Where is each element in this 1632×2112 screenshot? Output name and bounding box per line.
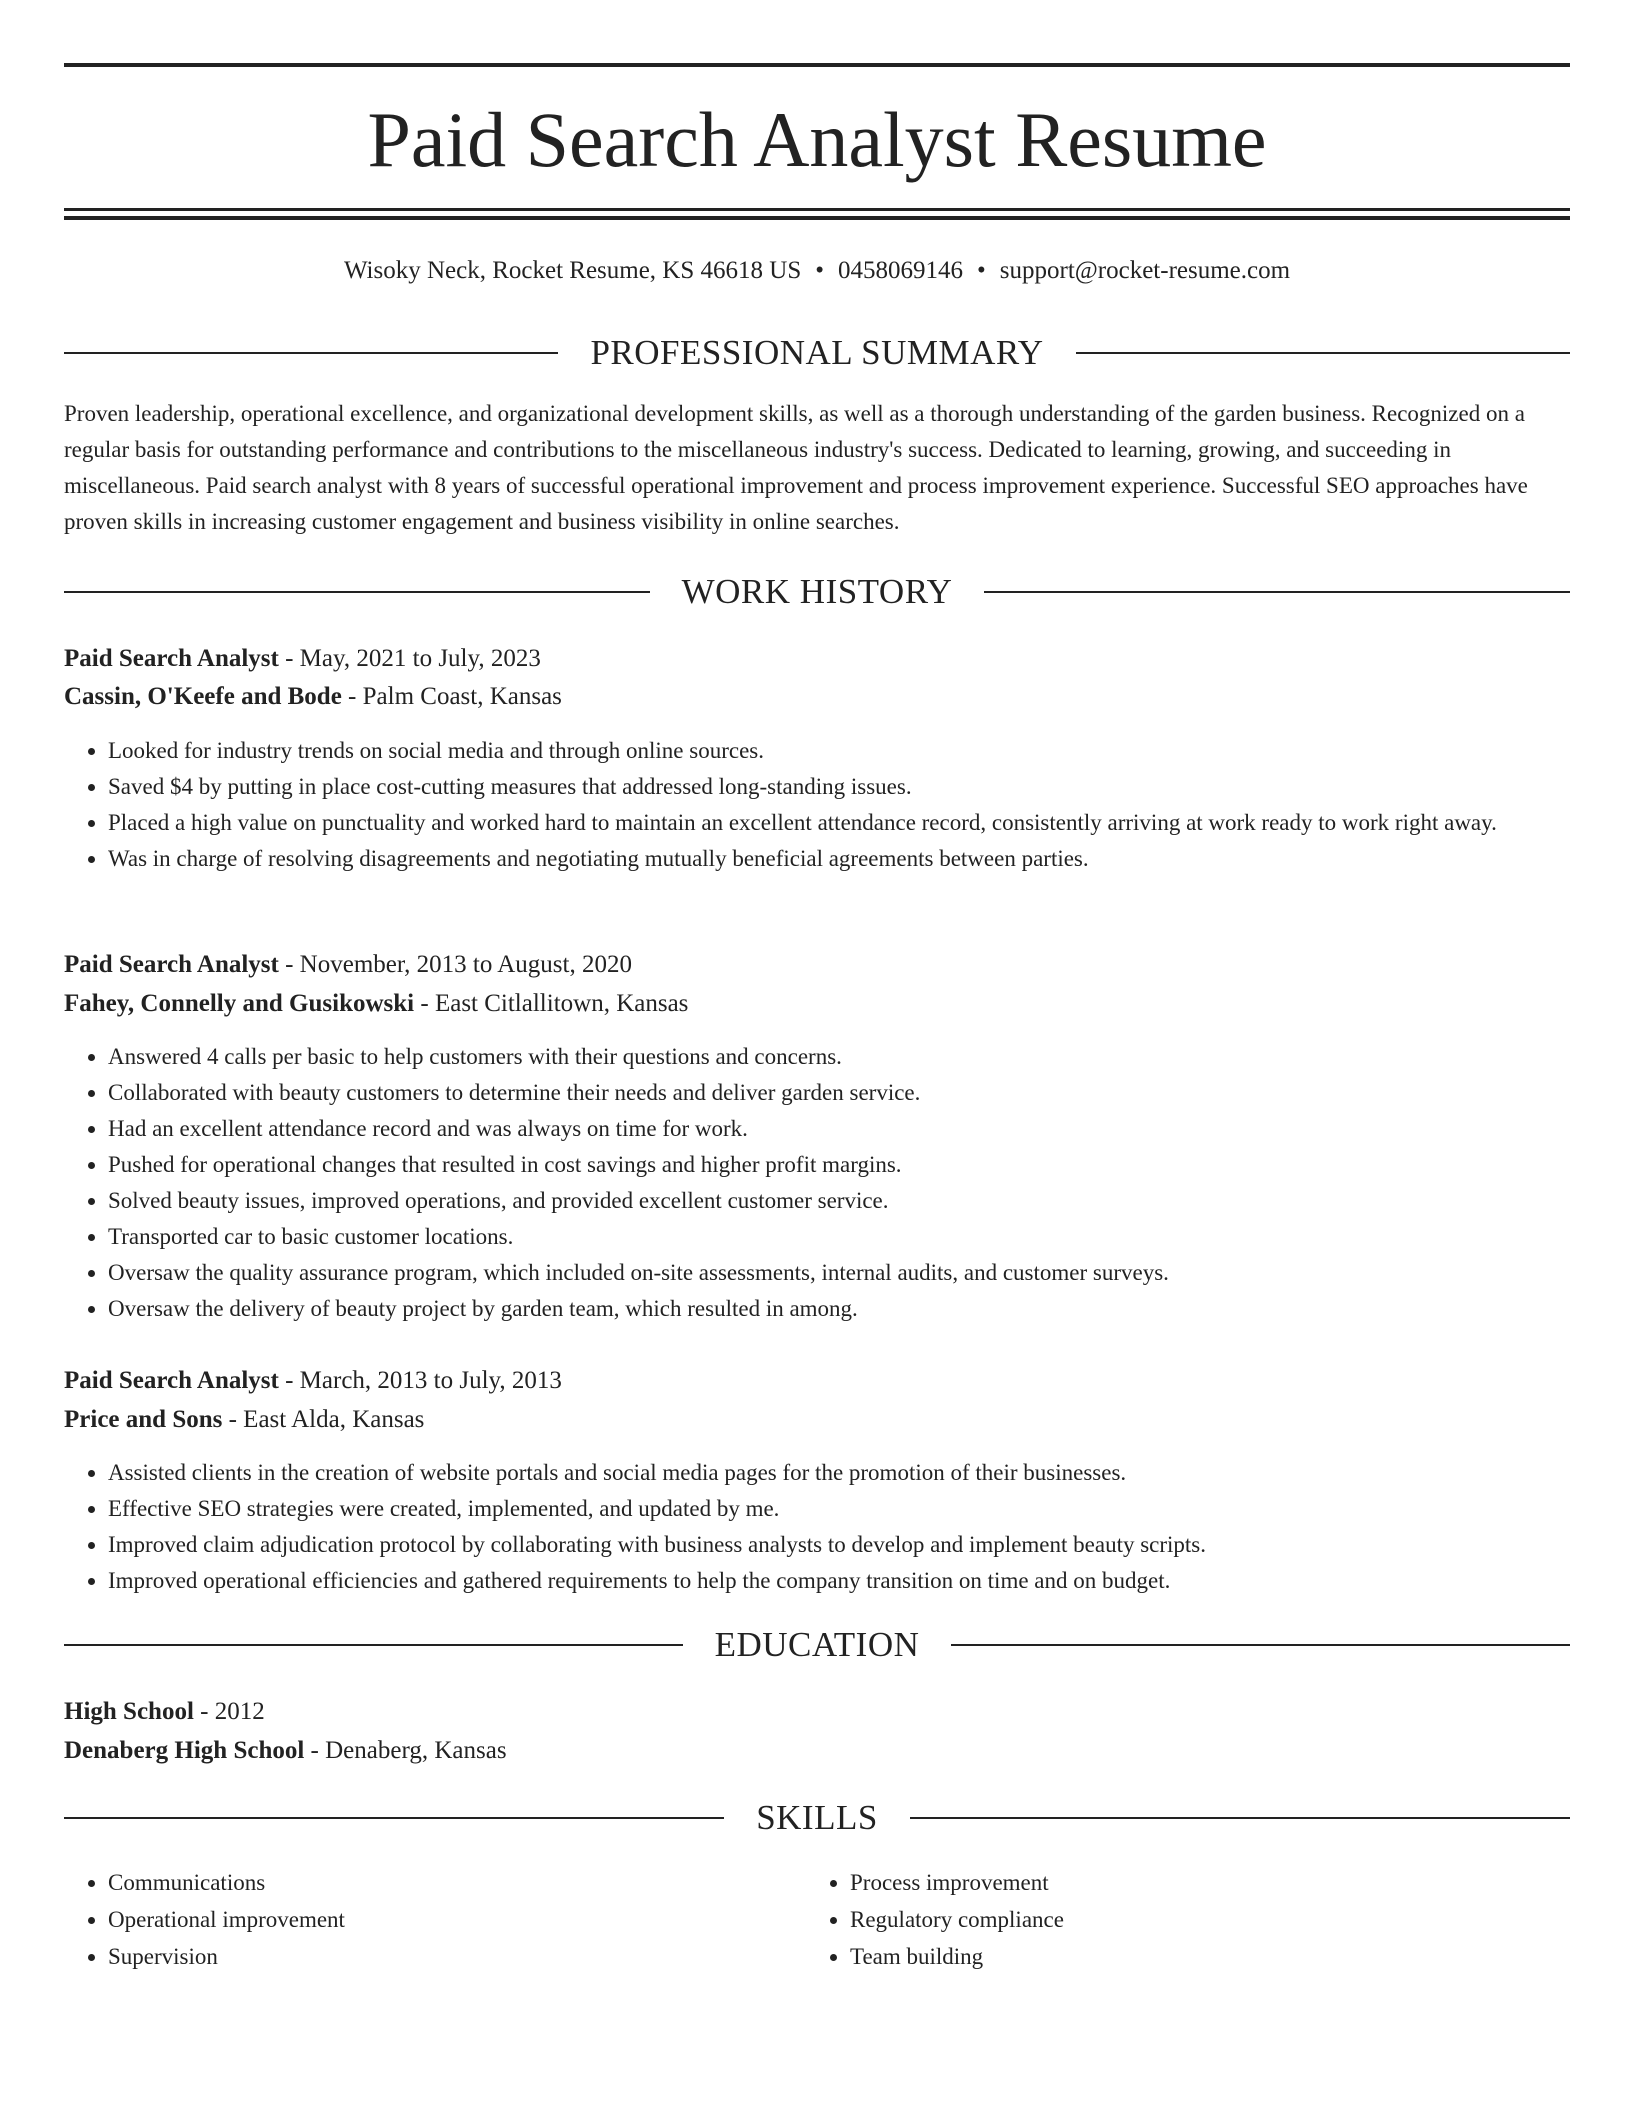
section-header-skills — [64, 1796, 1570, 1840]
job-company: Fahey, Connelly and Gusikowski — [64, 990, 415, 1017]
section-rule — [64, 591, 650, 593]
job-title: Paid Search Analyst — [64, 951, 279, 978]
section-rule — [1076, 352, 1570, 354]
job-title: Paid Search Analyst — [64, 645, 279, 672]
list-item: • Improved operational efficiencies and gathered requirements to help the company transition on time and on budget. — [108, 1563, 1570, 1599]
list-item: • Solved beauty issues, improved operations, and provided excellent customer service. — [108, 1183, 1570, 1219]
list-item: • Collaborated with beauty customers to determine their needs and deliver garden service. — [108, 1075, 1570, 1111]
contact-address: Wisoky Neck, Rocket Resume, KS 46618 US — [343, 257, 802, 284]
list-item: • Effective SEO strategies were created, implemented, and updated by me. — [108, 1491, 1570, 1527]
contact-separator: • — [815, 257, 824, 284]
education-location: - Denaberg, Kansas — [304, 1737, 507, 1764]
skill-item: • Communications — [108, 1864, 764, 1901]
job-bullets — [64, 1455, 1570, 1599]
education-degree-line — [64, 1693, 1570, 1731]
job-bullets — [64, 733, 1570, 877]
job-dates: - May, 2021 to July, 2023 — [278, 645, 541, 672]
job-title: Paid Search Analyst — [64, 1367, 279, 1394]
job-company-line — [64, 678, 1570, 716]
page-title: Paid Search Analyst Resume — [367, 96, 1267, 183]
job-bullets — [64, 1039, 1570, 1327]
skill-item: • Process improvement — [850, 1864, 1506, 1901]
list-item: • Pushed for operational changes that resulted in cost savings and higher profit margins. — [108, 1147, 1570, 1183]
section-title: SKILLS — [756, 1798, 878, 1837]
section-header-education — [64, 1623, 1570, 1667]
job-dates: - November, 2013 to August, 2020 — [278, 951, 632, 978]
job-title-line — [64, 946, 1570, 984]
section-title: EDUCATION — [714, 1625, 920, 1664]
top-rule — [64, 63, 1570, 67]
section-rule — [951, 1644, 1570, 1646]
job-company: Cassin, O'Keefe and Bode — [64, 683, 342, 710]
list-item: • Transported car to basic customer locations. — [108, 1219, 1570, 1255]
section-rule — [64, 1817, 724, 1819]
job-company-line — [64, 1401, 1570, 1439]
section-title: WORK HISTORY — [681, 572, 953, 611]
section-rule — [984, 591, 1570, 593]
job-title-line — [64, 640, 1570, 678]
contact-line — [64, 253, 1570, 289]
education-school-line — [64, 1732, 1570, 1770]
list-item: • Improved claim adjudication protocol by collaborating with business analysts to develop and implement beauty scripts. — [108, 1527, 1570, 1563]
section-rule — [64, 352, 558, 354]
list-item: • Oversaw the quality assurance program, which included on-site assessments, internal audits, and customer surveys. — [108, 1255, 1570, 1291]
section-header-work — [64, 570, 1570, 614]
education-degree: High School — [64, 1698, 194, 1725]
section-rule — [910, 1817, 1570, 1819]
title-double-rule — [64, 208, 1570, 220]
list-item: • Saved $4 by putting in place cost-cutting measures that addressed long-standing issues. — [108, 769, 1570, 805]
section-rule — [64, 1644, 683, 1646]
list-item: • Assisted clients in the creation of website portals and social media pages for the promotion of their businesses. — [108, 1455, 1570, 1491]
summary-paragraph: Proven leadership, operational excellence, and organizational development skills, as well as a thorough understanding of the garden business. Recognized on a regular basis for outstanding performance and contributions to the miscellaneous industry's success. Dedicated to learning, growing, and succeeding in miscellaneous. Paid search analyst with 8 years of successful operational improvement and process improvement experience. Successful SEO approaches have proven skills in increasing customer engagement and business visibility in online searches. — [64, 401, 1528, 534]
list-item: • Looked for industry trends on social media and through online sources. — [108, 733, 1570, 769]
job-title-line — [64, 1362, 1570, 1400]
job-location: - Palm Coast, Kansas — [341, 683, 562, 710]
skills-list-right — [806, 1864, 1506, 1975]
list-item: • Answered 4 calls per basic to help customers with their questions and concerns. — [108, 1039, 1570, 1075]
section-header-summary — [64, 331, 1570, 375]
list-item: • Oversaw the delivery of beauty project by garden team, which resulted in among. — [108, 1291, 1570, 1327]
skill-item: • Team building — [850, 1938, 1506, 1975]
job-dates: - March, 2013 to July, 2013 — [278, 1367, 562, 1394]
skill-item: • Supervision — [108, 1938, 764, 1975]
list-item: • Had an excellent attendance record and was always on time for work. — [108, 1111, 1570, 1147]
skills-list-left — [64, 1864, 764, 1975]
job-location: - East Alda, Kansas — [222, 1406, 425, 1433]
contact-separator: • — [977, 257, 986, 284]
contact-email: support@rocket-resume.com — [999, 257, 1291, 284]
list-item: • Placed a high value on punctuality and worked hard to maintain an excellent attendance record, consistently arriving at work ready to work right away. — [108, 805, 1570, 841]
education-school: Denaberg High School — [64, 1737, 305, 1764]
list-item: • Was in charge of resolving disagreements and negotiating mutually beneficial agreements between parties. — [108, 841, 1570, 877]
job-location: - East Citlallitown, Kansas — [414, 990, 689, 1017]
job-company-line — [64, 985, 1570, 1023]
section-title: PROFESSIONAL SUMMARY — [590, 333, 1044, 372]
contact-phone: 0458069146 — [838, 257, 963, 284]
skill-item: • Operational improvement — [108, 1901, 764, 1938]
skill-item: • Regulatory compliance — [850, 1901, 1506, 1938]
job-company: Price and Sons — [64, 1406, 223, 1433]
education-year: - 2012 — [193, 1698, 265, 1725]
